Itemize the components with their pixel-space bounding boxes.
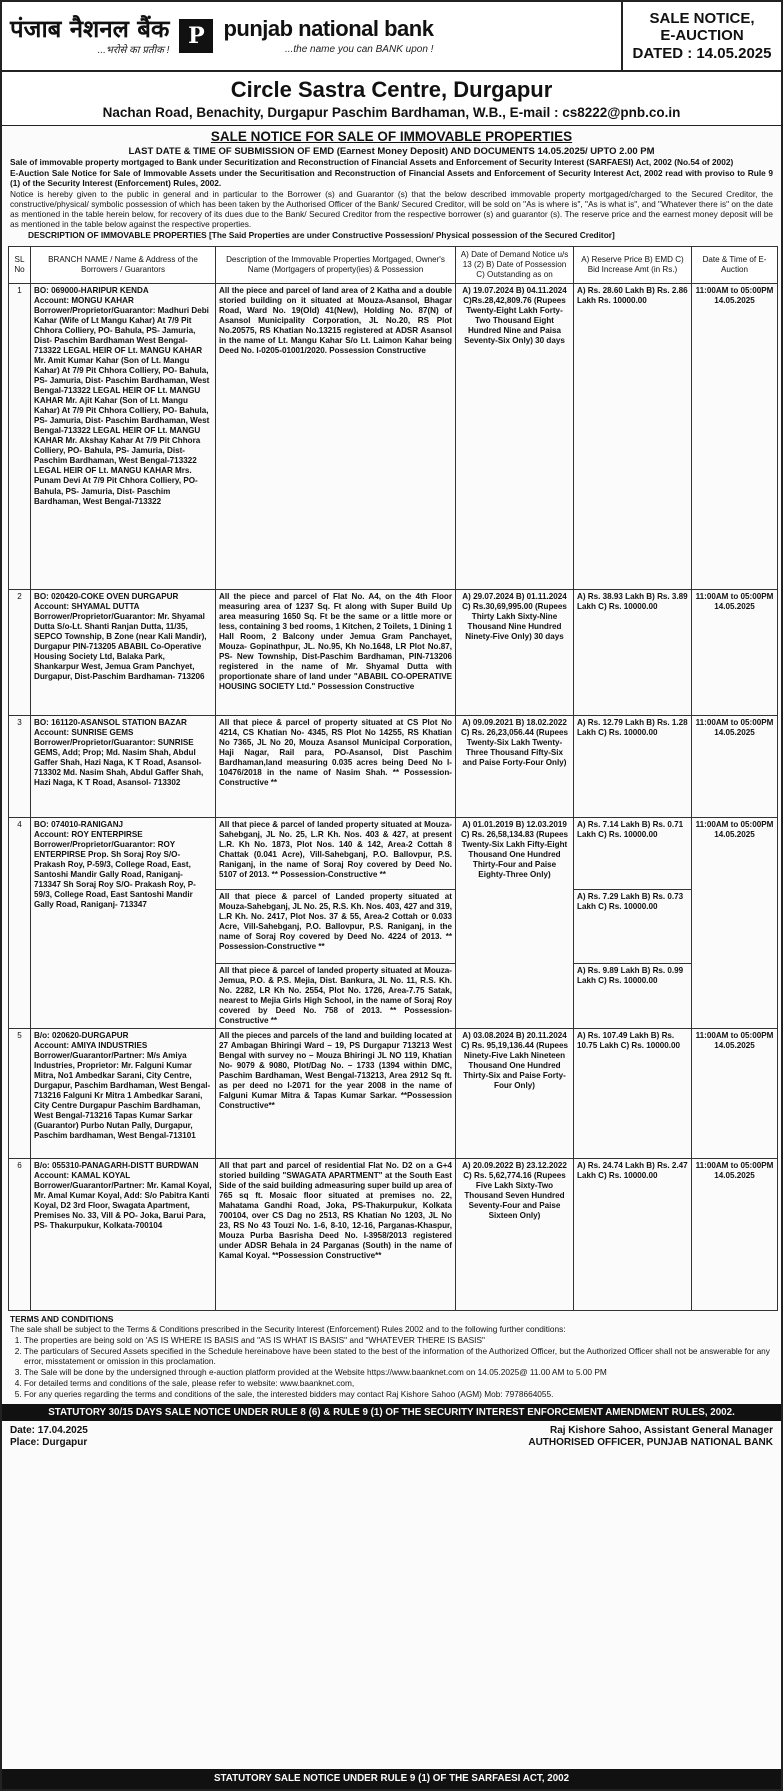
terms-item: 2. The particulars of Secured Assets specified in the Schedule hereinabove have been stated to the best of the information of the Authorized Officer, but the Authorized Officer shall not be answerable for any error, misstatement or omission in this proclamation. xyxy=(24,1347,773,1367)
terms-item: 4. For detailed terms and conditions of the sale, please refer to website: www.baanknet.com, xyxy=(24,1379,773,1389)
description-heading: DESCRIPTION OF IMMOVABLE PROPERTIES [The Said Properties are under Constructive Possession/ Physical possession of the Secured Creditor] xyxy=(28,229,615,240)
branch-name: BO: 074010-RANIGANJ xyxy=(34,819,124,829)
header xyxy=(2,2,781,72)
table-row xyxy=(9,1159,778,1311)
statutory-banner-1: STATUTORY 30/15 DAYS SALE NOTICE UNDER RULE 8 (6) & RULE 9 (1) OF THE SECURITY INTEREST ENFORCEMENT AMENDMENT RULES, 2002. xyxy=(2,1404,781,1422)
demand-details: A) 19.07.2024 B) 04.11.2024 C)Rs.28,42,809.76 (Rupees Twenty-Eight Lakh Forty-Two Thousand Eight Hundred Nine and Paisa Seventy-Six Only) 30 days xyxy=(456,283,574,589)
pnb-logo-icon: P xyxy=(179,19,213,53)
account-name: Account: AMIYA INDUSTRIES xyxy=(34,1041,148,1051)
branch-name: BO: 020420-COKE OVEN DURGAPUR xyxy=(34,591,179,601)
property-description: All that piece & parcel of Landed property situated at Mouza-Sahebganj, JL No. 25, R.S. Kh. Nos. 403, 427 and 319, L.R Kh. No. 2417, Plot Nos. 37 & 55, Area-2 Cottah or 0.033 Acre, Vill-Sahebganj, P.O. Ballovpur, P.S. Raniganj, in the name of Soraj Roy covered by Deed No. 4224 of 2013. ** Possession-Constructive ** xyxy=(216,889,456,963)
terms-lead: The sale shall be subject to the Terms & Conditions prescribed in the Security Interest (Enforcement) Rules 2002 and to the following further conditions: xyxy=(10,1324,566,1335)
last-date-line: LAST DATE & TIME OF SUBMISSION OF EMD (Earnest Money Deposit) AND DOCUMENTS 14.05.2025/ UPTO 2.00 PM xyxy=(128,145,655,157)
borrower-cell xyxy=(31,715,216,817)
terms-item: 5. For any queries regarding the terms and conditions of the sale, the interested bidders may contact Raj Kishore Sahoo (AGM) Mob: 7978664055. xyxy=(24,1390,773,1400)
branch-name: BO: 161120-ASANSOL STATION BAZAR xyxy=(34,717,187,727)
bank-name-english: punjab national bank xyxy=(223,15,434,41)
auction-datetime: 11:00AM to 05:00PM 14.05.2025 xyxy=(692,1029,778,1159)
auction-datetime: 11:00AM to 05:00PM 14.05.2025 xyxy=(692,283,778,589)
reserve-price: A) Rs. 24.74 Lakh B) Rs. 2.47 Lakh C) Rs. 10000.00 xyxy=(574,1159,692,1311)
intro-para-3: Notice is hereby given to the public in general and in particular to the Borrower (s) and Guarantor (s) that the below described immovable property mortgaged/charged to the Secured Creditor, the constructive/physical/ symbolic possession of which has been taken by the Authorised Officer of the Bank/ Secured Creditor, will be sold on "As is where is", "As is what is", and "Whatever there is" on the date as mentioned in the table herein below, for recovery of its dues due to the Bank/ Secured Creditor from the respective borrower (s) and guarantor (s). The reserve price and the earnest money deposit will be as mentioned in the table below against the respective properties. xyxy=(10,189,773,229)
auction-datetime: 11:00AM to 05:00PM 14.05.2025 xyxy=(692,1159,778,1311)
officer-title: AUTHORISED OFFICER, PUNJAB NATIONAL BANK xyxy=(528,1437,773,1449)
tagline-hindi: ...भरोसे का प्रतीक ! xyxy=(97,45,170,57)
borrower-cell xyxy=(31,817,216,1028)
bank-brand xyxy=(2,2,621,70)
property-description: All that piece & parcel of landed property situated at Mouza-Sahebganj, JL No. 25, L.R Kh. Nos. 403 & 427, at present L.R. Kh No. 1873, Plot Nos. 140 & 142, Area-2 Cottah 8 Chattak (0.041 Acre), Vill-Sahebganj, P.O. Ballovpur, P.S. Raniganj, in the name of Soraj Roy covered by Deed No. 5107 of 2013. ** Possession-Constructive ** xyxy=(216,817,456,889)
sl-cell: 3 xyxy=(9,715,31,817)
property-description: All that part and parcel of residential Flat No. D2 on a G+4 storied building "SWAGATA APARTMENT" at the South East Side of the said building admeasuring super build up area of 765 sq ft. Mosaic floor situated at premises no. 22, Mahatama Gandhi Road, Joka, PS-Thakurpukur, Kolkata 700104, over CS Dag no 2513, RS Khatian No 1203, JL No 23, RS No 43 Touzi No. 1-6, 8-10, 12-16, Parganas-Khaspur, Mouza Purba Basrisha Deed No. I-3958/2013 registered under ADSR Behala in 24 Parganas (South) in the name of Kamal Koyal. **Possession Constructive** xyxy=(216,1159,456,1311)
sl-cell: 6 xyxy=(9,1159,31,1311)
notice-place: Place: Durgapur xyxy=(10,1437,88,1449)
col-header-datetime: Date & Time of E-Auction xyxy=(692,246,778,283)
demand-details: A) 03.08.2024 B) 20.11.2024 C) Rs. 95,19,136.44 (Rupees Ninety-Five Lakh Nineteen Thousand One Hundred Thirty-Six and Paise Forty-Four Only) xyxy=(456,1029,574,1159)
bank-name-hindi: पंजाब नैशनल बैंक xyxy=(10,14,170,43)
reserve-price: A) Rs. 12.79 Lakh B) Rs. 1.28 Lakh C) Rs. 10000.00 xyxy=(574,715,692,817)
tagline-english: ...the name you can BANK upon ! xyxy=(285,44,434,56)
col-header-description: Description of the Immovable Properties Mortgaged, Owner's Name (Mortgagers of property(ies) & Possession xyxy=(216,246,456,283)
property-description: All that piece & parcel of property situated at CS Plot No 4214, CS Khatian No- 4345, RS Plot No 14255, RS Khatian No 7365, JL No 20, Mouza Asansol Municipal Corporation, Haji Nagar, Rail para, PO-Asansol, Dist Paschim Bardhaman,land measuring 0.035 acres being Deed No I-10476/2018 in the name of Nasim Shah. ** Possession-Constructive ** xyxy=(216,715,456,817)
auction-datetime: 11:00AM to 05:00PM 14.05.2025 xyxy=(692,589,778,715)
borrower-details: Borrower/Guarantor/Partner: Mr. Kamal Koyal, Mr. Amal Kumar Koyal, Add: S/o Pabitra Kanti Koyal, D2 3rd Floor, Swagata Apartment, Premises No. 33, Vill & PO- Joka, Barui Para, PS- Thakurpukur, Kolkata-700104 xyxy=(34,1181,212,1231)
table-row xyxy=(9,589,778,715)
property-description: All the pieces and parcels of the land and building located at 27 Ambagan Bhiringi Ward – 19, PS Durgapur 713213 West Bengal with survey no – Mouza Bhiringi JL NO 119, Khatian No- 9079 & 9080, Plot/Dag No. – 1733 (1394 within DMC, Paschim Bardhaman, West Bengal-713213, Area 2912 Sq ft. as per deed no I-2071 for the year 2008 in the name of Falguni Kumar Mitra & Tapas Kumar Sarkar. **Possession Constructive** xyxy=(216,1029,456,1159)
borrower-details: Borrower/Guarantor/Partner: M/s Amiya Industries, Proprietor: Mr. Falguni Kumar Mitra, No1 Ambedkar Sarani, City Centre, Durgapur, Paschim Bardhaman, West Bengal-713216 Falguni Kr Mitra 1 Ambedkar Sarani, City Centre Durgapur Paschim Bardhaman, West Bengal-713216 Tapas Kumar Sarkar (Guarantor) Purbo Nutan Pally, Durgapur, Paschim bardhaman, West Bengal-713101 xyxy=(34,1051,211,1141)
demand-details: A) 09.09.2021 B) 18.02.2022 C) Rs. 26,23,056.44 (Rupees Twenty-Six Lakh Twenty-Three Thousand Fifty-Six and Paise Forty-Four Only) xyxy=(456,715,574,817)
statutory-banner-2: STATUTORY SALE NOTICE UNDER RULE 9 (1) OF THE SARFAESI ACT, 2002 xyxy=(2,1769,781,1789)
property-description: All the piece and parcel of Flat No. A4, on the 4th Floor measuring area of 1237 Sq. Ft along with Super Build Up area measuring 1650 Sq. Ft be the same or a little more or less, containing 3 bed rooms, 1 Kitchen, 2 Toilets, 1 Dining 1 Hall Room, 2 Balcony under Jemua Gram Panchayet, Mouza- Gopinathpur, JL. No.95, Kh No.1648, LR Plot No.87, PS- New Township, Dist-Paschim Bardhaman, PIN-713206 registered in the name of Mr. Shyamal Dutta with proportionate share of land under "ABABIL CO-OPERATIVE HOUSING SOCIETY Ltd." Possession Constructive xyxy=(216,589,456,715)
officer-name: Raj Kishore Sahoo, Assistant General Manager xyxy=(549,1425,773,1437)
col-header-branch: BRANCH NAME / Name & Address of the Borrowers / Guarantors xyxy=(31,246,216,283)
borrower-details: Borrower/Proprietor/Guarantor: Madhuri Debi Kahar (Wife of Lt Mangu Kahar) At 7/9 Pit Chhora Colliery, PO- Bahula, PS- Jamuria, Dist- Paschim Bardhaman West Bengal-713322 LEGAL HEIR OF Lt. MANGU KAHAR Mr. Amit Kumar Kahar (Son of Lt. Mangu Kahar) At 7/9 Pit Chhora Colliery, PO- Bahula, PS- Jamuria, Dist- Paschim Bardhaman, West Bengal-713322 LEGAL HEIR OF Lt. MANGU KAHAR Mr. Ajit Kahar (Son of Lt. Mangu Kahar) At 7/9 Pit Chhora Colliery, PO- Bahula, PS- Jamuria, Dist- Paschim Bardhaman, West Bengal-713322 LEGAL HEIR OF Lt. MANGU KAHAR Mr. Akshay Kahar At 7/9 Pit Chhora Colliery, PO- Bahula, PS- Jamuria, Dist- Paschim Bardhaman, West Bengal-713322 LEGAL HEIR OF Lt. MANGU KAHAR Mrs. Punam Devi At 7/9 Pit Chhora Colliery, PO- Bahula, PS- Jamuria, Dist- Paschim Bardhaman, West Bengal-713322 xyxy=(34,305,210,506)
terms-block xyxy=(2,1311,781,1400)
table-row xyxy=(9,715,778,817)
account-name: Account: KAMAL KOYAL xyxy=(34,1171,131,1181)
property-description: All the piece and parcel of land area of 2 Katha and a double storied building on it situated at Mouza-Asansol, Bhagar Road, Ward No. 19(Old) 41(New), Holding No. 87(N) of Asansol Municipality Corporation, JL No.20, RS Plot No.20575, RS Khatian No.13215 registered at ADSR Asansol in the name of Lt. Mangu Kahar S/o Lt. Laimon Kahar being Deed No. I-0205-01001/2020. Possession Constructive xyxy=(216,283,456,589)
reserve-price: A) Rs. 7.29 Lakh B) Rs. 0.73 Lakh C) Rs. 10000.00 xyxy=(574,889,692,963)
borrower-details: Borrower/Proprietor/Guarantor: Mr. Shyamal Dutta S/o-Lt. Shanti Ranjan Dutta, 11/35, SEPCO Township, B Zone (near Kali Mandir), Durgapur PIN-713205 ABABIL Co-Operative Housing Society Ltd, Balaka Park, Shankarpur West, Jemua Gram Panchyet, Durgapur, Dist-Paschim Bardhaman- 713206 xyxy=(34,611,207,682)
branch-name: BO: 069000-HARIPUR KENDA xyxy=(34,285,149,295)
sl-cell: 5 xyxy=(9,1029,31,1159)
col-header-sl: SL No xyxy=(9,246,31,283)
terms-item: 3. The Sale will be done by the undersigned through e-auction platform provided at the Website https://www.baanknet.com on 14.05.2025@ 11.00 AM to 5.00 PM xyxy=(24,1368,773,1378)
borrower-cell xyxy=(31,1029,216,1159)
table-row xyxy=(9,817,778,889)
signature-block xyxy=(2,1421,781,1453)
sl-cell: 4 xyxy=(9,817,31,1028)
notice-date: DATED : 14.05.2025 xyxy=(632,44,772,62)
borrower-cell xyxy=(31,1159,216,1311)
intro-block xyxy=(2,126,781,244)
account-name: Account: SUNRISE GEMS xyxy=(34,727,134,737)
office-name: Circle Sastra Centre, Durgapur xyxy=(230,77,553,102)
notice-line-2: E-AUCTION xyxy=(660,27,744,45)
terms-heading: TERMS AND CONDITIONS xyxy=(10,1314,114,1325)
properties-table xyxy=(8,246,778,1311)
branch-name: B/o: 055310-PANAGARH-DISTT BURDWAN xyxy=(34,1161,199,1171)
intro-para-2: E-Auction Sale Notice for Sale of Immovable Assets under the Securitisation and Reconstruction of Financial Assets and Enforcement of Security Interest Act, 2002 read with proviso to Rule 9 (1) of the Security Interest (Enforcement) Rules, 2002. xyxy=(10,168,773,189)
notice-date-footer: Date: 17.04.2025 xyxy=(10,1425,88,1437)
table-row xyxy=(9,283,778,589)
property-description: All that piece & parcel of landed property situated at Mouza-Jemua, P.O. & P.S. Mejia, Dist. Bankura, JL No. 11, R.S. Kh. No. 2282, LR Kh No. 2554, Plot No. 1726, Area-7.75 Satak, nearest to Mejia Girls High School, in the name of Soraj Roy covered by Deed No. 758 of 2013. ** Possession-Constructive ** xyxy=(216,963,456,1028)
terms-item: 1. The properties are being sold on 'AS IS WHERE IS BASIS and "AS IS WHAT IS BASIS" and "WHATEVER THERE IS BASIS" xyxy=(24,1336,773,1346)
borrower-details: Borrower/Proprietor/Guarantor: ROY ENTERPIRSE Prop. Sh Soraj Roy S/O- Prakash Roy, P-59/3, College Road, East, Santoshi Mandir Gally Road, Raniganj- 713347 Sh Soraj Roy S/O- Prakash Roy, P-59/3, College Road, East Santoshi Mandir Gally Road, Raniganj- 713347 xyxy=(34,839,196,910)
office-address: Nachan Road, Benachity, Durgapur Paschim Bardhaman, W.B., E-mail : cs8222@pnb.co.in xyxy=(102,105,681,121)
reserve-price: A) Rs. 28.60 Lakh B) Rs. 2.86 Lakh Rs. 10000.00 xyxy=(574,283,692,589)
demand-details: A) 20.09.2022 B) 23.12.2022 C) Rs. 5,62,774.16 (Rupees Five Lakh Sixty-Two Thousand Seven Hundred Seventy-Four and Paise Sixteen Only) xyxy=(456,1159,574,1311)
account-name: Account: MONGU KAHAR xyxy=(34,295,134,305)
sl-cell: 2 xyxy=(9,589,31,715)
borrower-details: Borrower/Proprietor/Guarantor: SUNRISE GEMS, Add; Prop; Md. Nasim Shah, Abdul Gaffer Shah, Hazi Naga, K T Road, Asansol- 713302 Md. Nasim Shah, Abdul Gaffer Shah, Hazi Naga, K T Road, Asansol- 713302 xyxy=(34,737,204,788)
sl-cell: 1 xyxy=(9,283,31,589)
notice-line-1: SALE NOTICE, xyxy=(649,10,755,28)
reserve-price: A) Rs. 107.49 Lakh B) Rs. 10.75 Lakh C) Rs. 10000.00 xyxy=(574,1029,692,1159)
table-header-row xyxy=(9,246,778,283)
borrower-cell xyxy=(31,589,216,715)
notice-title-box xyxy=(621,2,781,70)
col-header-reserve: A) Reserve Price B) EMD C) Bid Increase Amt (in Rs.) xyxy=(574,246,692,283)
col-header-demand: A) Date of Demand Notice u/s 13 (2) B) Date of Possession C) Outstanding as on xyxy=(456,246,574,283)
demand-details: A) 29.07.2024 B) 01.11.2024 C) Rs.30,69,995.00 (Rupees Thirty Lakh Sixty-Nine Thousand Nine Hundred Ninety-Five Only) 30 days xyxy=(456,589,574,715)
office-block xyxy=(2,72,781,126)
account-name: Account: ROY ENTERPIRSE xyxy=(34,829,143,839)
demand-details: A) 01.01.2019 B) 12.03.2019 C) Rs. 26,58,134.83 (Rupees Twenty-Six Lakh Fifty-Eight Thousand One Hundred Thirty-Four and Paise Eighty-Three Only) xyxy=(456,817,574,1028)
borrower-cell xyxy=(31,283,216,589)
reserve-price: A) Rs. 9.89 Lakh B) Rs. 0.99 Lakh C) Rs. 10000.00 xyxy=(574,963,692,1028)
auction-datetime: 11:00AM to 05:00PM 14.05.2025 xyxy=(692,817,778,1028)
table-row xyxy=(9,1029,778,1159)
account-name: Account: SHYAMAL DUTTA xyxy=(34,601,140,611)
auction-datetime: 11:00AM to 05:00PM 14.05.2025 xyxy=(692,715,778,817)
intro-para-1: Sale of immovable property mortgaged to Bank under Securitization and Reconstruction of Financial Assets and Enforcement of Security Interest (SARFAESI) Act, 2002 (No.54 of 2002) xyxy=(10,157,734,168)
terms-list xyxy=(24,1336,773,1400)
reserve-price: A) Rs. 7.14 Lakh B) Rs. 0.71 Lakh C) Rs. 10000.00 xyxy=(574,817,692,889)
reserve-price: A) Rs. 38.93 Lakh B) Rs. 3.89 Lakh C) Rs. 10000.00 xyxy=(574,589,692,715)
branch-name: B/o: 020620-DURGAPUR xyxy=(34,1031,129,1041)
notice-heading: SALE NOTICE FOR SALE OF IMMOVABLE PROPERTIES xyxy=(210,128,573,144)
